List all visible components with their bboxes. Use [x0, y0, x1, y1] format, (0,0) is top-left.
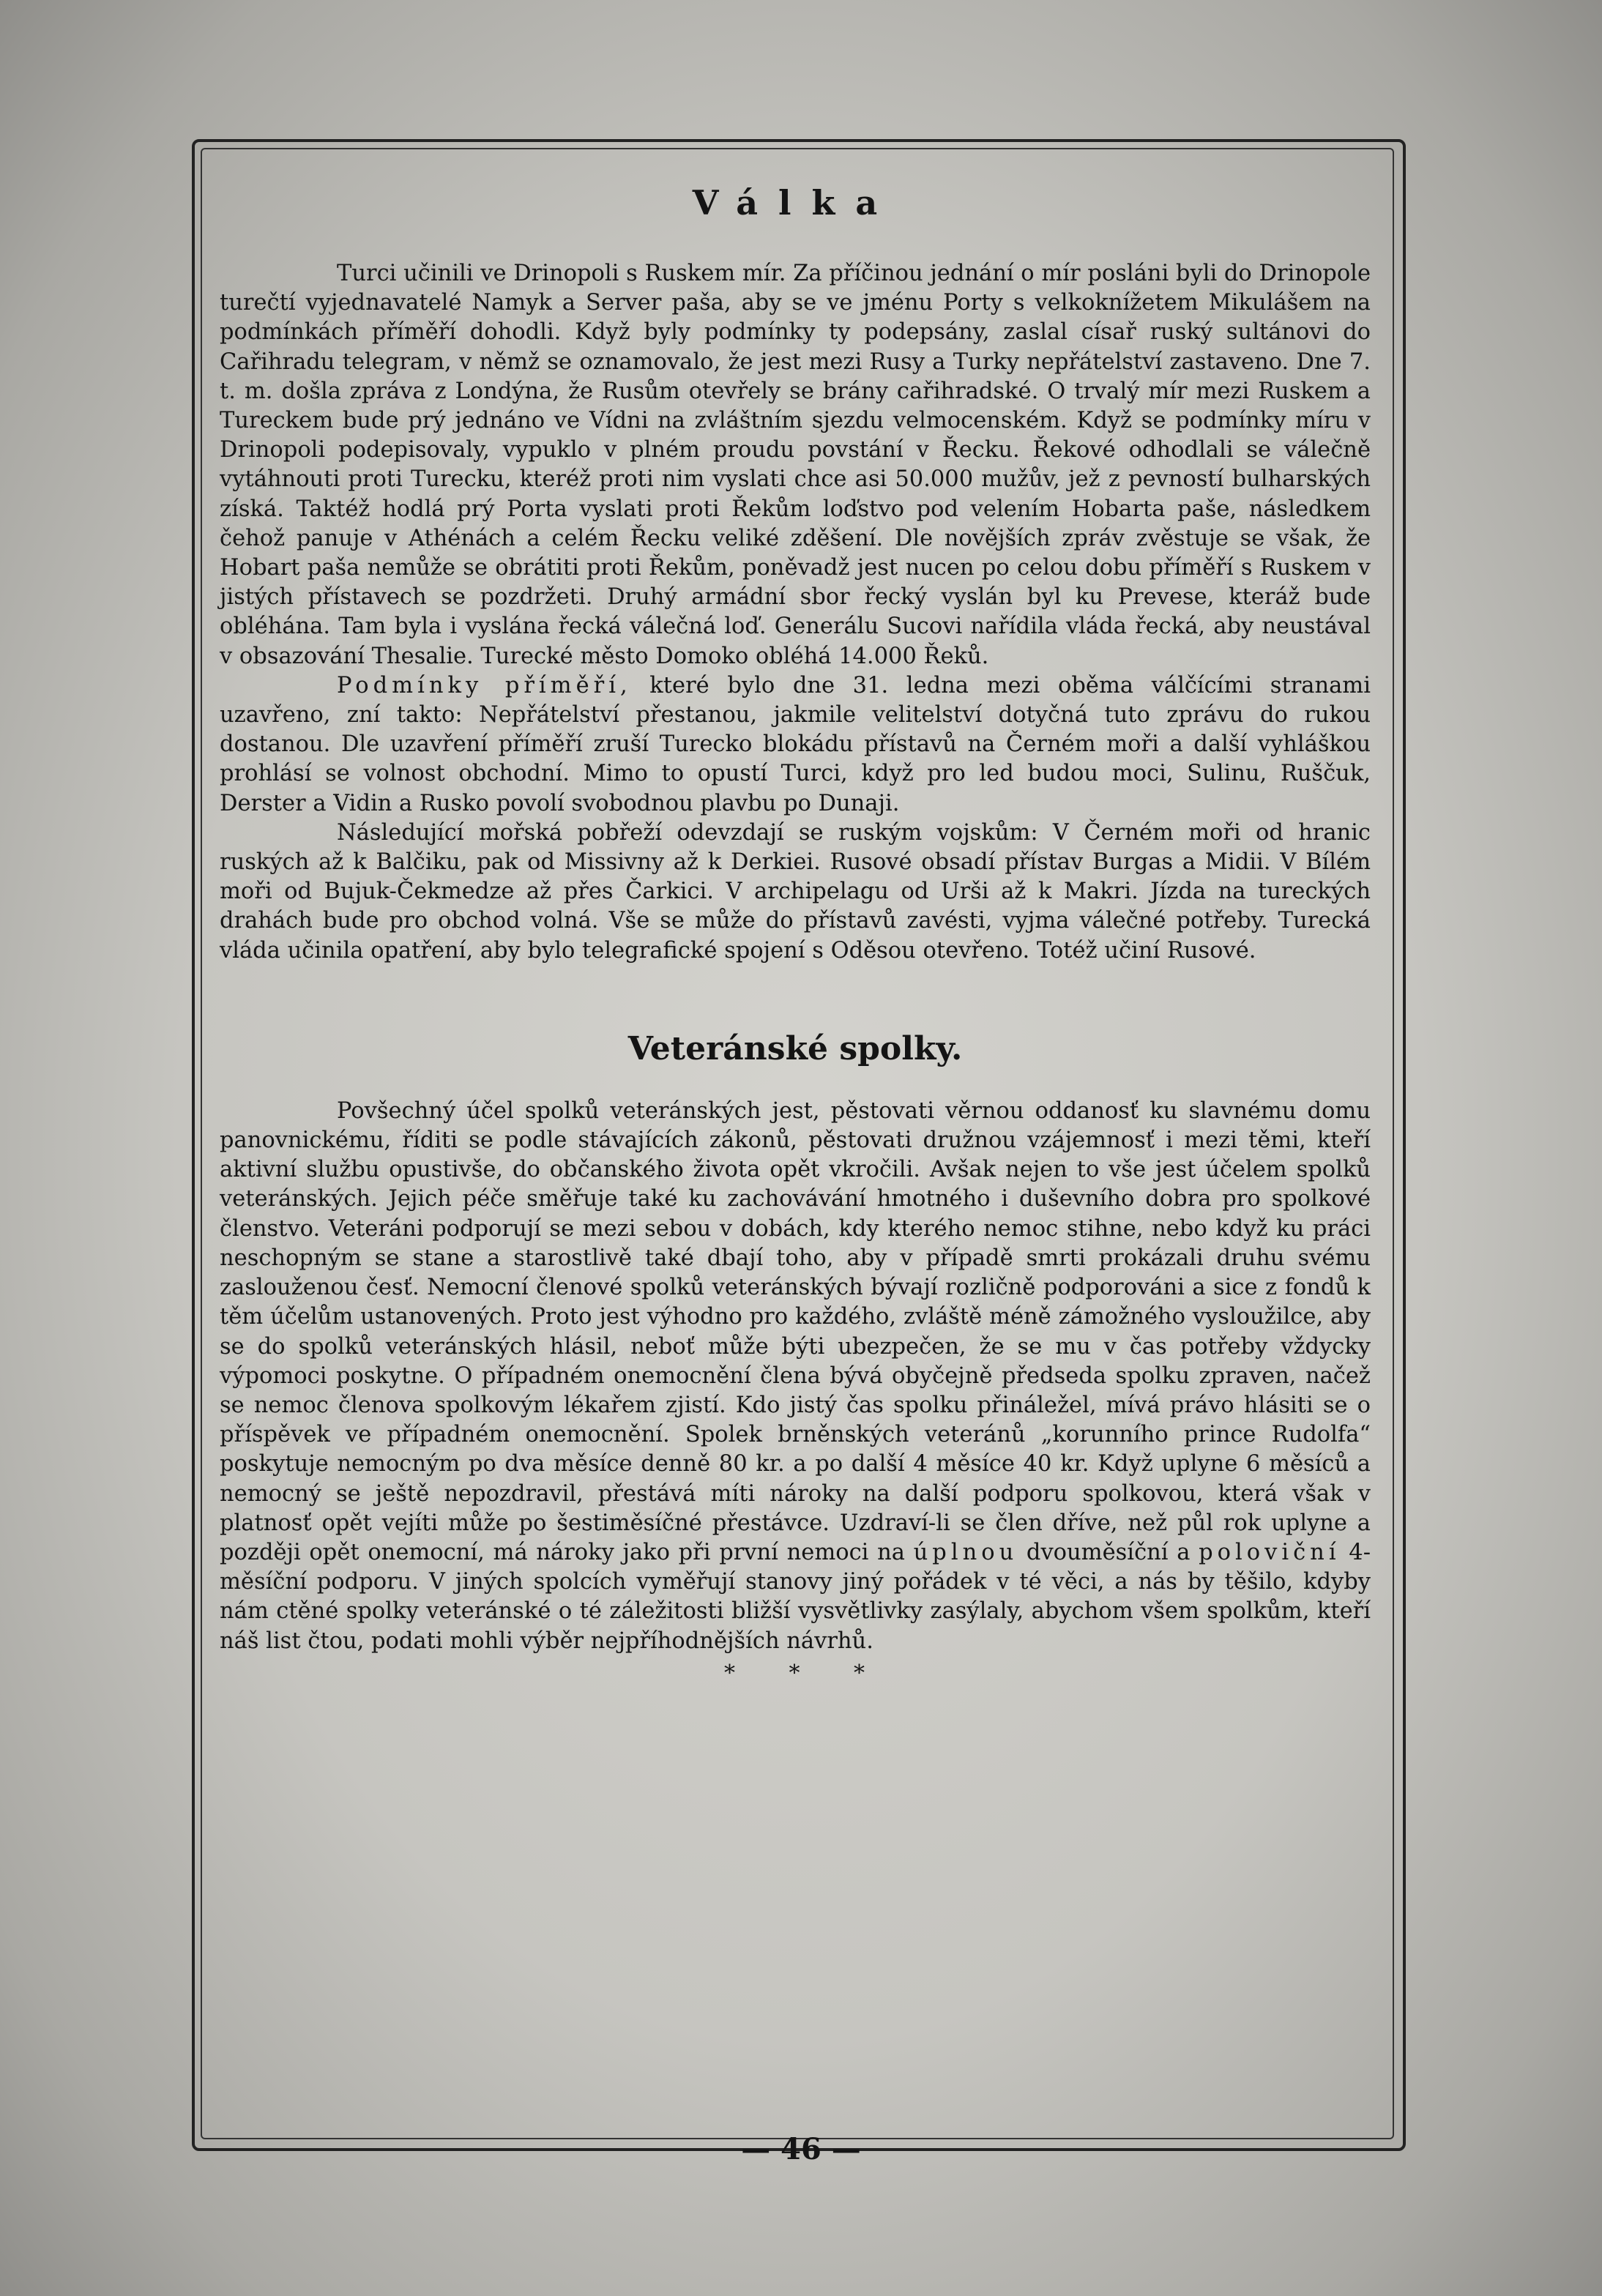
paragraph-body-part-2: dvouměsíční a [1018, 1539, 1199, 1565]
paragraph-body-part-1: Povšechný účel spolků veteránských jest, pěstovati věrnou oddanosť ku slavnému domu panovnickému, říditi se podle stávajících zákonů, pěstovati družnou vzájemnosť i mezi těmi, kteří aktivní službu opustivše, do občanského života opět vkročili. Avšak nejen to vše jest účelem spolků veteránských. Jejich péče směřuje také ku zachovávání hmotného i duševního dobra pro spolkové členstvo. Veteráni podporují se mezi sebou v dobách, kdy kterého nemoc stihne, nebo když ku práci neschopným se stane a starostlivě také dbají toho, aby v případě smrti prokázali druhu svému zaslouženou česť. Nemocní členové spolků veteránských bývají rozličně podporováni a sice z fondů k těm účelům ustanovených. Proto jest výhodno pro každého, zvláště méně zámožného vysloužilce, aby se do spolků veteránských hlásil, neboť může býti ubezpečen, že se mu v čas potřeby vždycky výpomoci poskytne. O případném onemocnění člena bývá obyčejně předseda spolku zpraven, načež se nemoc členova spolkovým lékařem zjistí. Kdo jistý čas spolku přináležel, mívá právo hlásiti se o příspěvek ve případném onemocnění. Spolek brněnských veteránů „korunního prince Rudolfa“ poskytuje nemocným po dva měsíce denně 80 kr. a po další 4 měsíce 40 kr. Když uplyne 6 měsíců a nemocný se ještě nepozdravil, přestává míti nároky na další podporu spolkovou, která však v platnosť opět vejíti může po šestiměsíčné přestávce. Uzdraví-li se člen dříve, než půl rok uplyne a později opět onemocní, má nároky jako při první nemoci na [220, 1097, 1371, 1565]
page-content [220, 183, 1371, 1686]
spaced-word-policni: poloviční [1199, 1539, 1341, 1565]
paragraph-lead-spaced: Podmínky příměří, [337, 672, 632, 698]
section-gap [220, 966, 1371, 1030]
article-valka-paragraph-2 [220, 671, 1371, 819]
spaced-word-uplnou: úplnou [913, 1539, 1018, 1565]
article-valka-paragraph-3: Následující mořská pobřeží odevzdají se ruským vojskům: V Černém moři od hranic ruských až k Balčiku, pak od Missivny až k Derkiei. Rusové obsadí přístav Burgas a Midii. V Bílém moři od Bujuk-Čekmedze až přes Čarkici. V archipelagu od Urši až k Makri. Jízda na tureckých drahách bude pro obchod volná. Vše se může do přístavů zavésti, vyjma válečné potřeby. Turecká vláda učinila opatření, aby bylo telegrafické spojení s Oděsou otevřeno. Totéž učiní Rusové. [220, 819, 1371, 963]
article-veterani-paragraph-1 [220, 1097, 1371, 1656]
article-title-veteranske-spolky: Veteránské spolky. [627, 1029, 963, 1067]
paragraph-body: které bylo dne 31. ledna mezi oběma válčícími stranami uzavřeno, zní takto: Nepřátelství přestanou, jakmile velitelství dotyčná tuto zprávu do rukou dostanou. Dle uzavření příměří zruší Turecko blokádu přístavů na Černém moři a další vyhláškou prohlásí se volnost obchodní. Mimo to opustí Turci, když pro led budou moci, Sulinu, Ruščuk, Derster a Vidin a Rusko povolí svobodnou plavbu po Dunaji. [220, 672, 1371, 816]
article-title-valka: Válka [692, 183, 898, 223]
page-number: — 46 — [741, 2132, 861, 2166]
paragraph-body-part-3: 4-měsíční podporu. V jiných spolcích vyměřují stanovy jiný pořádek v té věci, a nás by těšilo, kdyby nám ctěné spolky veteránské o té záležitosti bližší vysvětlivky zasýlaly, abychom všem spolkům, kteří náš list čtou, podati mohli výběr nejpříhodnějších návrhů. [220, 1539, 1371, 1654]
article-valka-paragraph-1: Turci učinili ve Drinopoli s Ruskem mír. Za příčinou jednání o mír posláni byli do Drinopole turečtí vyjednavatelé Namyk a Server paša, aby se ve jménu Porty s velkoknížetem Mikulášem na podmínkách příměří dohodli. Když byly podmínky ty podepsány, zaslal císař ruský sultánovi do Cařihradu telegram, v němž se oznamovalo, že jest mezi Rusy a Turky nepřátelství zastaveno. Dne 7. t. m. došla zpráva z Londýna, že Rusům otevřely se brány cařihradské. O trvalý mír mezi Ruskem a Tureckem bude prý jednáno ve Vídni na zvláštním sjezdu velmocenském. Když se podmínky míru v Drinopoli podepisovaly, vypuklo v plném proudu povstání v Řecku. Řekové odhodlali se válečně vytáhnouti proti Turecku, kteréž proti nim vyslati chce asi 50.000 mužův, jež z pevností bulharských získá. Taktéž hodlá prý Porta vyslati proti Řekům loďstvo pod velením Hobarta paše, následkem čehož panuje v Athénách a celém Řecku veliké zděšení. Dle novějších zpráv zvěstuje se však, že Hobart paša nemůže se obrátiti proti Řekům, poněvadž jest nucen po celou dobu příměří s Ruskem v jistých přístavech se pozdržeti. Druhý armádní sbor řecký vyslán byl ku Prevese, kteráž bude obléhána. Tam byla i vyslána řecká válečná loď. Generálu Sucovi nařídila vláda řecká, aby neustával v obsazování Thesalie. Turecké město Domoko obléhá 14.000 Řeků. [220, 261, 1371, 669]
section-asterisks: * * * [723, 1660, 867, 1686]
